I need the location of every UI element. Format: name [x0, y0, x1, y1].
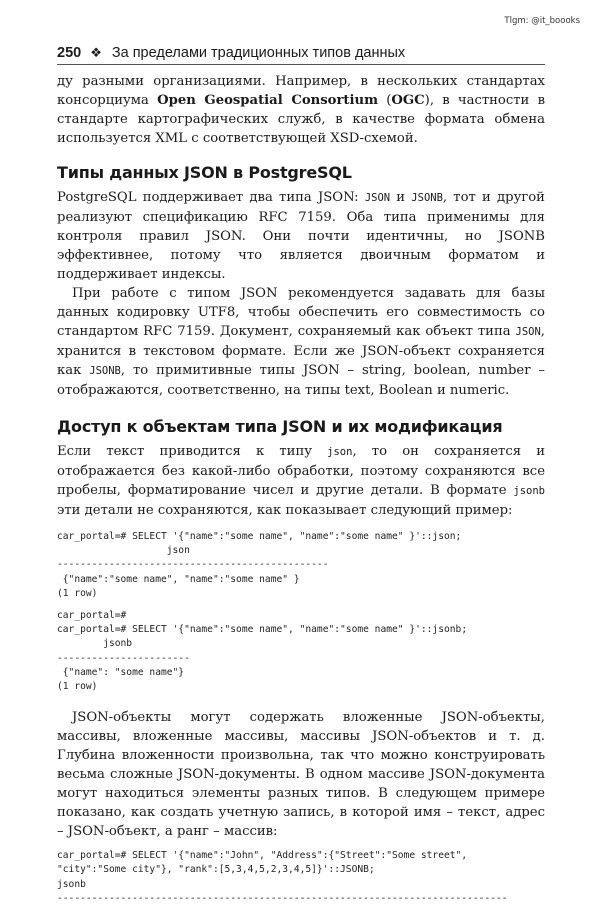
section-heading-json-access: Доступ к объектам типа JSON и их модификация [57, 417, 503, 436]
paragraph: PostgreSQL поддерживает два типа JSON: JSON и JSONB, тот и другой реализуют спецификацию RFC 7159. Оба типа применимы для контроля правил JSON. Они почти идентичны, но JSONB эффективнее, потому что является двоичным форматом и поддерживает индексы. [57, 190, 545, 282]
section-heading-json-types: Типы данных JSON в PostgreSQL [57, 163, 352, 182]
code-block-account: car_portal=# SELECT '{"name":"John", "Address":{"Street":"Some street", "city":"Some city"}, "rank":[5,3,4,5,2,3,4,5]}'::JSONB; jsonb ------------------------------------------------------------------------------ [57, 850, 508, 904]
chapter-title: За пределами традиционных типов данных [111, 45, 406, 61]
paragraph: При работе с типом JSON рекомендуется задавать для базы данных кодировку UTF8, чтобы обеспечить его совместимость со стандартом RFC 7159. Документ, сохраняемый как объект типа JSON, хранится в текстовом формате. Если же JSON-объект сохраняется как JSONB, то примитивные типы JSON – string, boolean, number – отображаются, соответственно, на типы text, Boolean и numeric. [57, 286, 546, 398]
code-block-json: car_portal=# SELECT '{"name":"some name", "name":"some name" }'::json; json ----------------------------------------------- {"name":"some name", "name":"some name" } (1 row) [57, 531, 462, 599]
paragraph: JSON-объекты могут содержать вложенные JSON-объекты, массивы, вложенные массивы, массивы JSON-объектов и т. д. Глубина вложенности произвольна, так что можно конструировать весьма сложные JSON-документы. В одном массиве JSON-документа могут находиться элементы разных типов. В следующем примере показано, как создать учетную запись, в которой имя – текст, адрес – JSON-объект, а ранг – массив: [57, 710, 545, 840]
code-block-jsonb: car_portal=# car_portal=# SELECT '{"name":"some name", "name":"some name" }'::jsonb; jsonb ----------------------- {"name": "some name"} (1 row) [57, 610, 468, 693]
intro-paragraph: ду разными организациями. Например, в нескольких стандартах консорциума Open Geospatial Consortium (OGC), в частности в стандарте картографических служб, в качестве формата обмена используется XML с соответствующей XSD-схемой. [57, 74, 545, 146]
ornament-icon: ❖ [90, 45, 102, 60]
page-number: 250 [57, 45, 82, 61]
paragraph: Если текст приводится к типу json, то он сохраняется и отображается без какой-либо обработки, поэтому сохраняются все пробелы, форматирование чисел и другие детали. В формате jsonb эти детали не сохраняются, как показывает следующий пример: [57, 444, 545, 518]
watermark: Tlgm: @it_boooks [504, 16, 580, 26]
ogc-name: Open Geospatial Consortium [157, 93, 379, 108]
running-header [57, 42, 545, 65]
ogc-abbr: OGC [391, 93, 425, 108]
page-body [57, 72, 545, 906]
